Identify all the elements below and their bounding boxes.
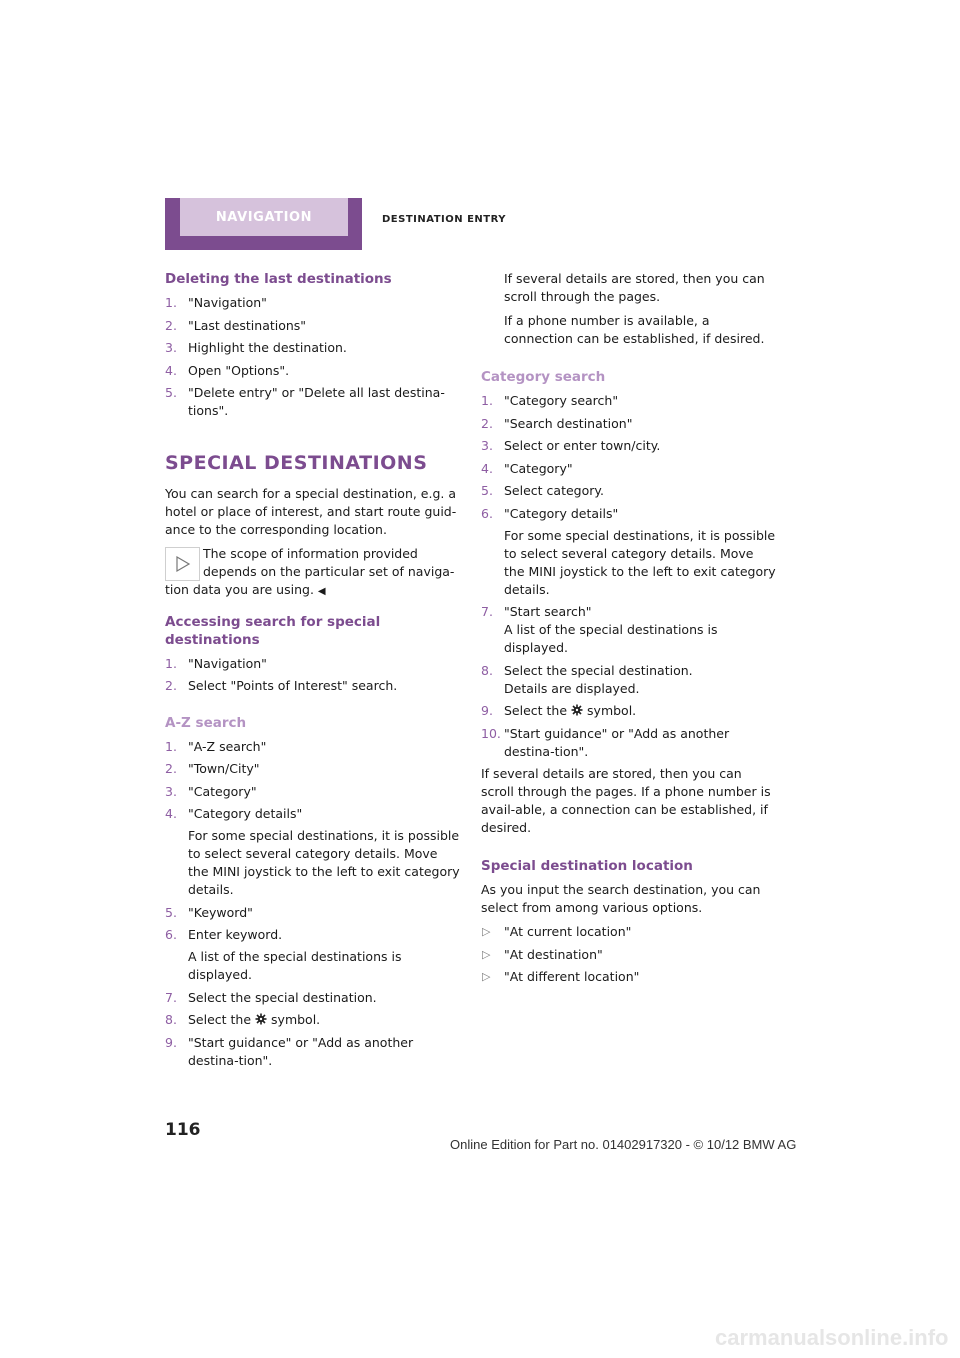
section-tab-label: NAVIGATION [215, 209, 313, 225]
step-text: "Category" [188, 783, 257, 799]
step-number: 7. [165, 989, 177, 1005]
step-number: 1. [165, 655, 177, 671]
list-item [165, 783, 460, 801]
step-text: "Keyword" [188, 904, 253, 920]
step-text: Select "Points of Interest" search. [188, 678, 398, 693]
list-item [165, 989, 460, 1007]
right-column [481, 270, 776, 991]
list-item [165, 926, 460, 984]
list-item [165, 339, 460, 357]
step-detail: Details are displayed. [504, 680, 640, 696]
category-search-heading: Category search [481, 369, 606, 385]
step-number: 1. [165, 295, 177, 310]
step-text: Select the special destination. [504, 662, 693, 678]
step-text: symbol. [271, 1012, 321, 1027]
step-text: "Category details" [188, 806, 303, 821]
step-number: 4. [481, 460, 493, 476]
location-options [481, 923, 776, 986]
step-text: Enter keyword. [188, 927, 283, 942]
location-heading: Special destination location [481, 858, 693, 874]
step-number: 3. [165, 783, 177, 799]
bullet-arrow-icon: ▷ [482, 947, 491, 961]
list-item [481, 923, 776, 941]
continued-paragraph-1: If several details are stored, then you can scroll through the pages. [504, 271, 765, 304]
bullet-arrow-icon: ▷ [482, 925, 491, 938]
list-item [481, 460, 776, 478]
step-text: Select the special destination. [188, 989, 377, 1005]
list-item [481, 968, 776, 986]
list-item [481, 482, 776, 500]
list-item [165, 805, 460, 899]
note-icon [165, 547, 200, 581]
step-text: symbol. [587, 703, 637, 718]
az-search-heading: A-Z search [165, 714, 247, 731]
list-item [165, 1011, 460, 1029]
left-column [165, 270, 460, 1074]
options-gear-icon [255, 1013, 267, 1025]
deleting-steps [165, 294, 460, 420]
list-item [481, 415, 776, 433]
step-detail: A list of the special destinations is displayed. [188, 949, 402, 982]
step-text: "Category details" [504, 505, 619, 521]
step-number: 2. [165, 761, 177, 776]
step-number: 8. [165, 1012, 177, 1027]
step-text: "Town/City" [188, 761, 260, 776]
step-text: "Navigation" [188, 295, 267, 310]
list-item [481, 662, 776, 698]
list-item [165, 760, 460, 778]
step-detail: For some special destinations, it is possible to select several category details. Move the MINI joystick to the left to exit category details. [188, 828, 460, 897]
step-number: 4. [165, 806, 177, 821]
note-block [165, 545, 460, 601]
step-number: 6. [481, 505, 493, 521]
step-number: 8. [481, 662, 493, 678]
accessing-steps [165, 655, 460, 696]
step-text: "Search destination" [504, 415, 633, 431]
step-detail: A list of the special destinations is displayed. [504, 622, 718, 655]
end-mark-icon: ◀ [317, 585, 326, 597]
step-text: "Navigation" [188, 655, 267, 671]
step-text: Select the [188, 1012, 252, 1027]
section-tab [165, 198, 362, 250]
step-text: "Start guidance" or "Add as another destina-tion". [188, 1034, 414, 1068]
step-number: 2. [481, 415, 493, 431]
step-number: 3. [165, 340, 177, 355]
category-steps [481, 392, 776, 761]
step-text: "Category" [504, 460, 573, 476]
step-text: Highlight the destination. [188, 340, 347, 355]
step-text: "Start search" [504, 604, 592, 619]
step-text: "Last destinations" [188, 317, 307, 333]
step-text: "Category search" [504, 393, 619, 408]
deleting-heading: Deleting the last destinations [165, 271, 392, 287]
step-text: Select or enter town/city. [504, 438, 661, 453]
list-item [165, 1034, 460, 1070]
step-detail: For some special destinations, it is possible to select several category details. Move the MINI joystick to the left to exit category details. [504, 527, 776, 597]
list-item [165, 677, 460, 695]
note-text: The scope of information provided depends on the particular set of naviga-tion data you are using. [165, 545, 455, 597]
step-number: 9. [165, 1034, 177, 1050]
section-tab-inner [180, 198, 348, 236]
step-number: 2. [165, 317, 177, 333]
step-text: Open "Options". [188, 362, 290, 378]
list-item [165, 362, 460, 380]
location-intro: As you input the search destination, you can select from among various options. [481, 882, 761, 915]
step-number: 4. [165, 362, 177, 378]
list-item [165, 655, 460, 673]
option-text: "At different location" [504, 969, 640, 984]
list-item [481, 392, 776, 410]
bullet-arrow-icon: ▷ [482, 970, 491, 983]
edition-footer: Online Edition for Part no. 01402917320 - © 10/12 BMW AG [450, 1137, 797, 1152]
step-number: 9. [481, 703, 493, 718]
step-number: 10. [481, 725, 501, 741]
step-number: 3. [481, 438, 493, 453]
list-item [165, 294, 460, 312]
list-item [165, 738, 460, 756]
page-number: 116 [165, 1120, 201, 1140]
accessing-heading: Accessing search for special destinations [165, 613, 381, 648]
special-destinations-heading: SPECIAL DESTINATIONS [165, 451, 428, 474]
step-number: 5. [165, 385, 177, 400]
list-item [481, 505, 776, 599]
step-number: 2. [165, 678, 177, 693]
step-text: "Delete entry" or "Delete all last destina-tions". [188, 385, 445, 418]
list-item [165, 384, 460, 420]
step-number: 7. [481, 604, 493, 619]
list-item [481, 702, 776, 720]
step-text: Select the [504, 703, 568, 718]
step-number: 5. [165, 904, 177, 920]
step-number: 5. [481, 483, 493, 498]
step-number: 1. [481, 393, 493, 408]
step-text: Select category. [504, 483, 604, 498]
step-text: "Start guidance" or "Add as another destina-tion". [504, 725, 730, 759]
list-item [481, 946, 776, 964]
list-item [481, 603, 776, 657]
az-steps [165, 738, 460, 1070]
after-category-paragraph: If several details are stored, then you can scroll through the pages. If a phone number is avail-able, a connection can be established, if desired. [481, 766, 771, 835]
step-text: "A-Z search" [188, 738, 267, 754]
special-intro: You can search for a special destination, e.g. a hotel or place of interest, and start route guid-ance to the corresponding location. [165, 485, 457, 537]
watermark: carmanualsonline.info [715, 1325, 949, 1350]
list-item [165, 904, 460, 922]
options-gear-icon [571, 704, 583, 716]
section-title: DESTINATION ENTRY [382, 214, 507, 225]
option-text: "At current location" [504, 924, 632, 939]
list-item [481, 437, 776, 455]
list-item [165, 317, 460, 335]
step-number: 1. [165, 738, 177, 754]
step-number: 6. [165, 927, 177, 942]
list-item [481, 725, 776, 761]
option-text: "At destination" [504, 946, 603, 962]
continued-paragraph-2: If a phone number is available, a connection can be established, if desired. [504, 313, 765, 346]
